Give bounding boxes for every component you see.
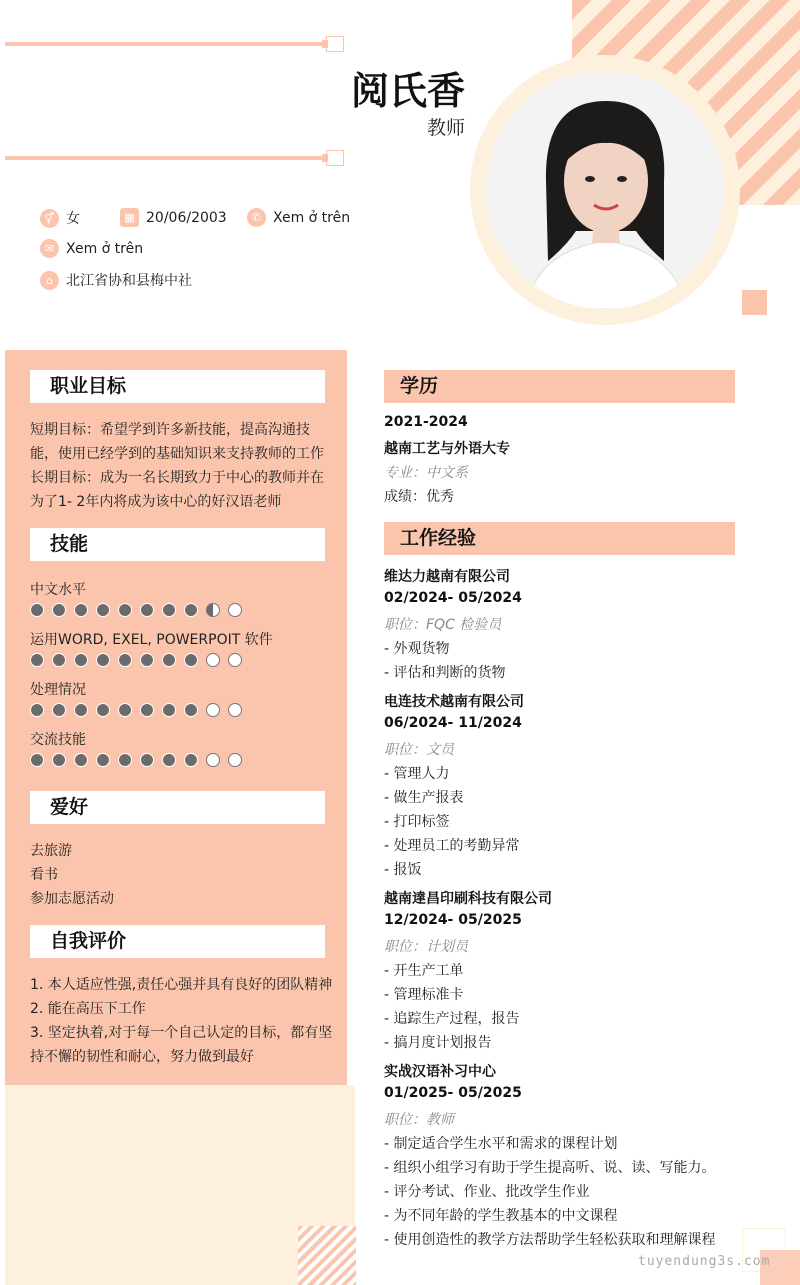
rating-dot-empty — [228, 753, 242, 767]
rating-dot-filled — [184, 703, 198, 717]
candidate-title: 教师 — [426, 117, 465, 139]
rating-dot-filled — [74, 653, 88, 667]
rating-dot-filled — [162, 653, 176, 667]
rating-dot-empty — [228, 653, 242, 667]
info-email — [40, 239, 143, 258]
header-line-bottom — [5, 156, 327, 160]
rating-dot-filled — [118, 603, 132, 617]
rating-dot-filled — [52, 753, 66, 767]
self-eval-item: 2. 能在高压下工作 — [30, 1001, 146, 1017]
education-period: 2021-2024 — [384, 414, 468, 430]
job-duty: - 评估和判断的货物 — [384, 665, 506, 681]
education-major: 专业：中文系 — [384, 465, 468, 481]
rating-dot-filled — [184, 653, 198, 667]
job-period: 06/2024- 11/2024 — [384, 715, 522, 731]
address-value: 北江省协和县梅中社 — [66, 273, 192, 289]
rating-dot-half — [206, 603, 220, 617]
section-heading-hobbies: 爱好 — [30, 791, 325, 824]
rating-dot-filled — [30, 603, 44, 617]
gender-icon: ⚥ — [40, 209, 59, 228]
rating-dot-empty — [206, 653, 220, 667]
job-company: 越南達昌印刷科技有限公司 — [384, 891, 552, 907]
job-period: 01/2025- 05/2025 — [384, 1085, 522, 1101]
dob-value: 20/06/2003 — [146, 209, 227, 226]
header-line-cap-top — [326, 36, 344, 52]
email-value: Xem ở trên — [66, 240, 144, 257]
rating-dot-filled — [162, 603, 176, 617]
hobby-item: 去旅游 — [30, 843, 72, 859]
rating-dot-filled — [30, 703, 44, 717]
info-dob — [120, 208, 227, 227]
rating-dot-filled — [140, 753, 154, 767]
rating-dot-empty — [206, 703, 220, 717]
header-line-top — [5, 42, 327, 46]
job-role: 职位：计划员 — [384, 939, 468, 955]
home-icon: ⌂ — [40, 271, 59, 290]
decorative-stripes-bottom — [298, 1226, 356, 1285]
job-duty: - 为不同年龄的学生教基本的中文课程 — [384, 1208, 618, 1224]
rating-dot-filled — [140, 603, 154, 617]
job-duty: - 处理员工的考勤异常 — [384, 838, 520, 854]
job-duty: - 管理人力 — [384, 766, 450, 782]
job-duty: - 外观货物 — [384, 641, 450, 657]
rating-dot-filled — [74, 753, 88, 767]
job-duty: - 做生产报表 — [384, 790, 464, 806]
rating-dot-empty — [206, 753, 220, 767]
job-duty: - 评分考试、作业、批改学生作业 — [384, 1184, 590, 1200]
rating-dot-filled — [30, 753, 44, 767]
rating-dot-filled — [140, 703, 154, 717]
calendar-icon: ▦ — [120, 208, 139, 227]
skill-name: 交流技能 — [30, 732, 86, 748]
self-eval-item: 3. 坚定执着,对于每一个自己认定的目标，都有坚持不懈的韧性和耐心，努力做到最好 — [30, 1025, 333, 1065]
job-duty: - 打印标签 — [384, 814, 450, 830]
rating-dot-filled — [96, 653, 110, 667]
rating-dot-filled — [52, 603, 66, 617]
rating-dot-filled — [74, 603, 88, 617]
gender-value: 女 — [66, 211, 80, 227]
rating-dot-filled — [118, 653, 132, 667]
section-heading-skills: 技能 — [30, 528, 325, 561]
job-role: 职位：教师 — [384, 1112, 454, 1128]
section-heading-self-eval: 自我评价 — [30, 925, 325, 958]
info-gender — [40, 208, 80, 228]
rating-dot-empty — [228, 603, 242, 617]
skill-name: 处理情况 — [30, 682, 86, 698]
section-heading-career: 职业目标 — [30, 370, 325, 403]
rating-dot-filled — [52, 703, 66, 717]
phone-value: Xem ở trên — [273, 209, 351, 226]
job-duty: - 报饭 — [384, 862, 422, 878]
skill-rating — [30, 753, 250, 767]
header-line-cap-bottom — [326, 150, 344, 166]
decorative-square — [742, 290, 767, 315]
job-company: 维达力越南有限公司 — [384, 569, 510, 585]
candidate-name: 阅氏香 — [350, 69, 465, 113]
rating-dot-filled — [96, 703, 110, 717]
rating-dot-filled — [96, 603, 110, 617]
info-phone — [247, 208, 350, 227]
hobby-item: 看书 — [30, 867, 58, 883]
skill-name: 中文水平 — [30, 582, 86, 598]
rating-dot-filled — [52, 653, 66, 667]
job-role: 职位：文员 — [384, 742, 454, 758]
phone-icon: ✆ — [247, 208, 266, 227]
education-school: 越南工艺与外语大专 — [384, 441, 510, 457]
job-period: 02/2024- 05/2024 — [384, 590, 522, 606]
rating-dot-empty — [228, 703, 242, 717]
rating-dot-filled — [96, 753, 110, 767]
job-company: 实战汉语补习中心 — [384, 1064, 496, 1080]
rating-dot-filled — [140, 653, 154, 667]
job-role: 职位：FQC 检验员 — [384, 617, 502, 633]
job-duty: - 追踪生产过程，报告 — [384, 1011, 520, 1027]
profile-photo — [486, 71, 724, 309]
rating-dot-filled — [74, 703, 88, 717]
watermark: tuyendung3s.com — [638, 1254, 771, 1269]
rating-dot-filled — [184, 603, 198, 617]
email-icon: ✉ — [40, 239, 59, 258]
rating-dot-filled — [118, 703, 132, 717]
skill-rating — [30, 603, 250, 617]
job-company: 电连技术越南有限公司 — [384, 694, 524, 710]
section-heading-education: 学历 — [384, 370, 735, 403]
skill-name: 运用WORD, EXEL, POWERPOIT 软件 — [30, 632, 273, 648]
job-period: 12/2024- 05/2025 — [384, 912, 522, 928]
job-duty: - 制定适合学生水平和需求的课程计划 — [384, 1136, 618, 1152]
rating-dot-filled — [118, 753, 132, 767]
rating-dot-filled — [30, 653, 44, 667]
rating-dot-filled — [162, 703, 176, 717]
self-eval-item: 1. 本人适应性强,责任心强并具有良好的团队精神 — [30, 977, 333, 993]
rating-dot-filled — [162, 753, 176, 767]
skill-rating — [30, 703, 250, 717]
skill-rating — [30, 653, 250, 667]
job-duty: - 开生产工单 — [384, 963, 464, 979]
job-duty: - 搞月度计划报告 — [384, 1035, 492, 1051]
education-grade: 成绩：优秀 — [384, 489, 454, 505]
rating-dot-filled — [184, 753, 198, 767]
job-duty: - 使用创造性的教学方法帮助学生轻松获取和理解课程 — [384, 1232, 716, 1248]
info-address — [40, 270, 192, 290]
job-duty: - 组织小组学习有助于学生提高听、说、读、写能力。 — [384, 1160, 716, 1176]
section-heading-work: 工作经验 — [384, 522, 735, 555]
career-text: 短期目标：希望学到许多新技能，提高沟通技能，使用已经学到的基础知识来支持教师的工作长期目标：成为一名长期致力于中心的教师并在为了1- 2年内将成为该中心的好汉语老师 — [30, 422, 324, 510]
hobby-item: 参加志愿活动 — [30, 891, 114, 907]
job-duty: - 管理标准卡 — [384, 987, 464, 1003]
